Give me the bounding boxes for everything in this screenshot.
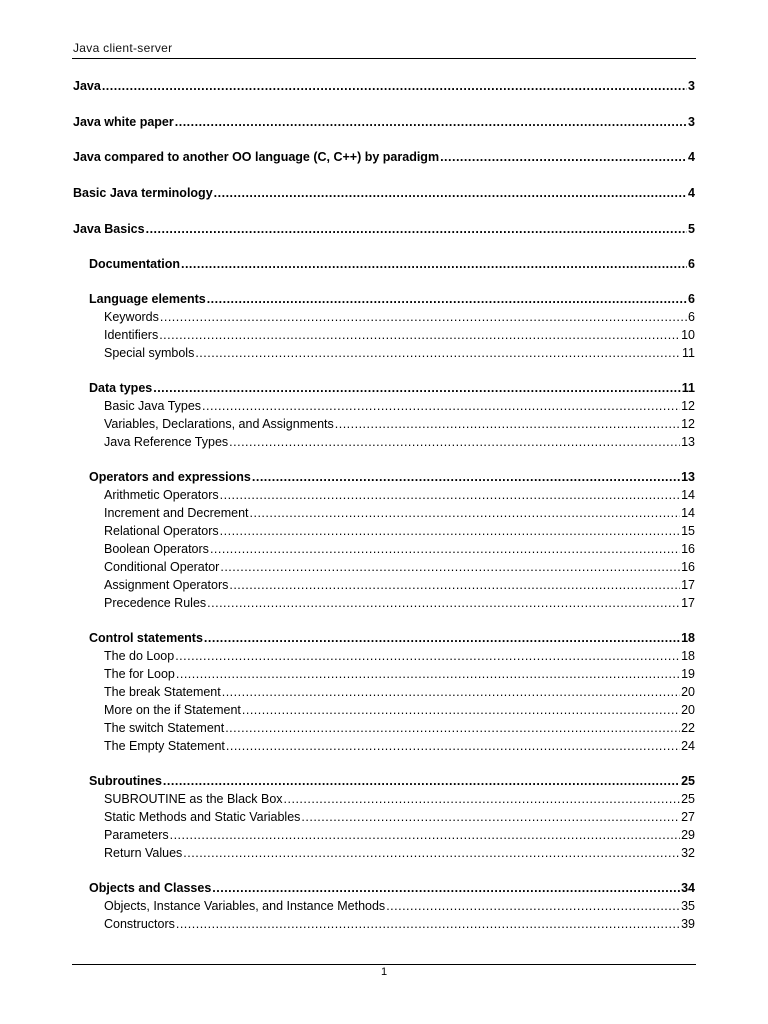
toc-entry-page: 20	[681, 685, 695, 699]
toc-entry-page: 11	[681, 381, 695, 395]
toc-entry[interactable]	[104, 487, 695, 503]
toc-entry-title: Subroutines	[89, 774, 162, 788]
toc-entry-title: The break Statement	[104, 685, 221, 699]
toc-entry-title: Control statements	[89, 631, 203, 645]
dot-leader	[284, 791, 681, 807]
dot-leader	[214, 185, 687, 201]
toc-entry[interactable]	[104, 345, 695, 361]
page-number: 1	[380, 966, 388, 978]
toc-entry-page: 6	[688, 292, 695, 306]
dot-leader	[301, 809, 680, 825]
toc-entry-page: 11	[682, 346, 695, 360]
toc-entry-title: Conditional Operator	[104, 560, 220, 574]
toc-entry-title: Java Reference Types	[104, 435, 229, 449]
toc-entry[interactable]	[104, 434, 695, 450]
toc-entry-page: 39	[681, 917, 695, 931]
toc-entry-title: The do Loop	[104, 649, 175, 663]
toc-entry[interactable]	[89, 773, 695, 789]
toc-entry[interactable]	[104, 541, 695, 557]
toc-entry-title: Keywords	[104, 310, 159, 324]
toc-entry[interactable]	[104, 720, 695, 736]
dot-leader	[183, 845, 680, 861]
dot-leader	[440, 149, 687, 165]
toc-entry-title: Language elements	[89, 292, 206, 306]
toc-entry-title: Operators and expressions	[89, 470, 251, 484]
toc-entry[interactable]	[73, 185, 695, 201]
dot-leader	[225, 720, 680, 736]
toc-entry-title: Arithmetic Operators	[104, 488, 219, 502]
toc-entry-title: Documentation	[89, 257, 180, 271]
toc-entry-title: Java	[73, 79, 101, 93]
toc-entry-title: The for Loop	[104, 667, 175, 681]
toc-entry-page: 4	[688, 150, 695, 164]
toc-entry[interactable]	[73, 78, 695, 94]
dot-leader	[386, 898, 680, 914]
toc-entry-title: Parameters	[104, 828, 169, 842]
toc-entry-title: The switch Statement	[104, 721, 225, 735]
toc-entry-title: Java compared to another OO language (C, C++) by paradigm	[73, 150, 440, 164]
toc-entry-page: 13	[681, 470, 695, 484]
dot-leader	[102, 78, 687, 94]
toc-entry[interactable]	[104, 327, 695, 343]
toc-entry[interactable]	[104, 309, 695, 325]
toc-entry-page: 16	[681, 542, 695, 556]
toc-entry[interactable]	[104, 398, 695, 414]
dot-leader	[207, 595, 680, 611]
dot-leader	[229, 577, 680, 593]
toc-entry[interactable]	[104, 648, 695, 664]
toc-entry[interactable]	[89, 880, 695, 896]
toc-entry-page: 6	[688, 310, 695, 324]
toc-entry-page: 22	[681, 721, 695, 735]
toc-entry-title: Java white paper	[73, 115, 174, 129]
dot-leader	[222, 684, 680, 700]
dot-leader	[204, 630, 680, 646]
toc-entry-title: Basic Java Types	[104, 399, 202, 413]
toc-entry-page: 32	[681, 846, 695, 860]
toc-entry[interactable]	[104, 505, 695, 521]
dot-leader	[212, 880, 680, 896]
toc-entry-page: 16	[681, 560, 695, 574]
toc-entry[interactable]	[89, 469, 695, 485]
toc-entry-page: 10	[681, 328, 695, 342]
toc-entry[interactable]	[104, 684, 695, 700]
toc-entry-title: Constructors	[104, 917, 175, 931]
dot-leader	[175, 648, 680, 664]
toc-entry-title: More on the if Statement	[104, 703, 241, 717]
toc-entry-title: The Empty Statement	[104, 739, 225, 753]
toc-entry-page: 24	[681, 739, 695, 753]
toc-entry-page: 25	[681, 792, 695, 806]
toc-entry[interactable]	[104, 577, 695, 593]
toc-entry-page: 27	[681, 810, 695, 824]
toc-entry-title: Java Basics	[73, 222, 145, 236]
toc-entry-page: 19	[681, 667, 695, 681]
toc-entry[interactable]	[104, 523, 695, 539]
toc-entry[interactable]	[104, 791, 695, 807]
toc-entry-page: 3	[688, 79, 695, 93]
toc-entry[interactable]	[104, 845, 695, 861]
toc-entry-page: 20	[681, 703, 695, 717]
dot-leader	[195, 345, 681, 361]
toc-entry-page: 18	[681, 649, 695, 663]
running-header: Java client-server	[73, 41, 173, 55]
toc-entry-title: Static Methods and Static Variables	[104, 810, 301, 824]
toc-entry[interactable]	[104, 559, 695, 575]
dot-leader	[159, 327, 680, 343]
dot-leader	[170, 827, 680, 843]
dot-leader	[242, 702, 680, 718]
toc-entry-title: Precedence Rules	[104, 596, 207, 610]
toc-entry[interactable]	[89, 291, 695, 307]
toc-entry[interactable]	[89, 380, 695, 396]
dot-leader	[176, 916, 680, 932]
toc-entry[interactable]	[73, 114, 695, 130]
dot-leader	[252, 469, 680, 485]
dot-leader	[207, 291, 687, 307]
toc-entry[interactable]	[104, 827, 695, 843]
dot-leader	[220, 523, 680, 539]
toc-entry-page: 35	[681, 899, 695, 913]
toc-entry[interactable]	[104, 702, 695, 718]
toc-entry[interactable]	[89, 256, 695, 272]
dot-leader	[220, 559, 680, 575]
toc-entry[interactable]	[104, 666, 695, 682]
dot-leader	[176, 666, 680, 682]
toc-entry-title: Increment and Decrement	[104, 506, 249, 520]
toc-entry-page: 17	[681, 578, 695, 592]
toc-entry-title: Data types	[89, 381, 153, 395]
toc-entry-title: Objects and Classes	[89, 881, 212, 895]
dot-leader	[229, 434, 680, 450]
toc-entry-page: 29	[681, 828, 695, 842]
dot-leader	[210, 541, 680, 557]
dot-leader	[250, 505, 681, 521]
toc-entry-page: 12	[681, 399, 695, 413]
dot-leader	[175, 114, 687, 130]
toc-entry-page: 13	[681, 435, 695, 449]
toc-entry-title: Identifiers	[104, 328, 159, 342]
toc-entry-page: 34	[681, 881, 695, 895]
toc-entry-page: 17	[681, 596, 695, 610]
toc-entry-page: 6	[688, 257, 695, 271]
toc-entry-page: 4	[688, 186, 695, 200]
toc-entry-title: Basic Java terminology	[73, 186, 213, 200]
dot-leader	[153, 380, 681, 396]
toc-entry[interactable]	[73, 149, 695, 165]
toc-entry[interactable]	[104, 916, 695, 932]
toc-entry-title: Assignment Operators	[104, 578, 229, 592]
dot-leader	[163, 773, 680, 789]
toc-entry-page: 12	[681, 417, 695, 431]
toc-entry-page: 18	[681, 631, 695, 645]
toc-entry[interactable]	[104, 809, 695, 825]
dot-leader	[335, 416, 680, 432]
toc-entry-title: Objects, Instance Variables, and Instance Methods	[104, 899, 386, 913]
toc-entry-page: 15	[681, 524, 695, 538]
toc-entry-page: 3	[688, 115, 695, 129]
toc-entry-title: Boolean Operators	[104, 542, 209, 556]
toc-entry-page: 14	[681, 506, 695, 520]
toc-entry-page: 25	[681, 774, 695, 788]
toc-entry-title: Return Values	[104, 846, 183, 860]
toc-entry[interactable]	[73, 221, 695, 237]
dot-leader	[220, 487, 680, 503]
toc-entry-page: 14	[681, 488, 695, 502]
dot-leader	[181, 256, 687, 272]
toc-entry-title: Variables, Declarations, and Assignments	[104, 417, 334, 431]
dot-leader	[202, 398, 680, 414]
toc-entry-title: Special symbols	[104, 346, 195, 360]
toc-entry[interactable]	[104, 738, 695, 754]
toc-entry-page: 5	[688, 222, 695, 236]
toc-entry[interactable]	[104, 595, 695, 611]
dot-leader	[160, 309, 687, 325]
toc-entry-title: Relational Operators	[104, 524, 219, 538]
toc-entry-title: SUBROUTINE as the Black Box	[104, 792, 283, 806]
dot-leader	[146, 221, 687, 237]
dot-leader	[226, 738, 680, 754]
toc-entry[interactable]	[89, 630, 695, 646]
toc-entry[interactable]	[104, 898, 695, 914]
footer-divider	[72, 964, 696, 965]
toc-entry[interactable]	[104, 416, 695, 432]
